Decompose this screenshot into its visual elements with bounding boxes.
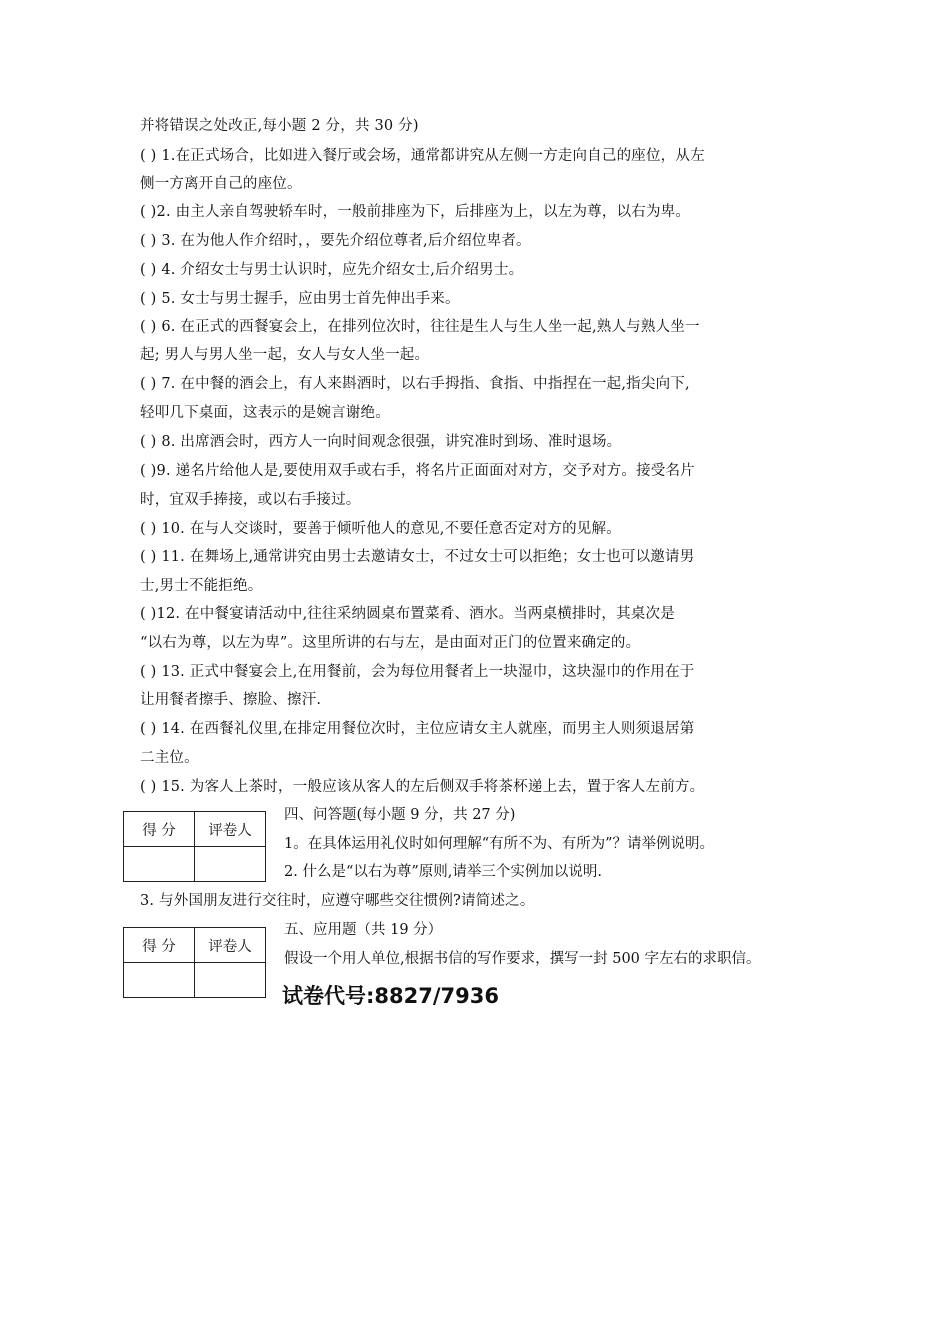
question-line: ( ) 7. 在中餐的酒会上，有人来斟酒时，以右手拇指、食指、中指捏在一起,指尖向下, <box>140 376 690 392</box>
question-line: ( ) 14. 在西餐礼仪里,在排定用餐位次时，主位应请女主人就座，而男主人则须退居第 <box>140 721 695 737</box>
question-line: 让用餐者擦手、擦脸、擦汗. <box>140 692 322 708</box>
section4-question-2: 2. 什么是“以右为尊”原则,请举三个实例加以说明. <box>284 864 602 880</box>
question-line: ( ) 11. 在舞场上,通常讲究由男士去邀请女士，不过女士可以拒绝；女士也可以邀请男 <box>140 549 695 565</box>
question-line: ( ) 4. 介绍女士与男士认识时，应先介绍女士,后介绍男士。 <box>140 262 524 278</box>
score-cell[interactable] <box>124 963 195 998</box>
question-line: ( )9. 递名片给他人是,要使用双手或右手，将名片正面面对对方，交予对方。接受名片 <box>140 463 695 479</box>
question-line: 轻叩几下桌面，这表示的是婉言谢绝。 <box>140 405 390 421</box>
question-line: 士,男士不能拒绝。 <box>140 578 263 594</box>
score-header: 得 分 <box>124 812 195 847</box>
question-line: ( ) 8. 出席酒会时，西方人一向时间观念很强，讲究准时到场、准时退场。 <box>140 434 622 450</box>
question-line: 时，宜双手捧接，或以右手接过。 <box>140 492 361 508</box>
question-line: 侧一方离开自己的座位。 <box>140 176 302 192</box>
section4-title: 四、问答题(每小题 9 分，共 27 分) <box>284 807 516 823</box>
grader-header: 评卷人 <box>195 928 266 963</box>
grader-cell[interactable] <box>195 963 266 998</box>
section4-score-table <box>123 811 266 882</box>
section5-title: 五、应用题（共 19 分） <box>284 922 443 938</box>
question-line: 起; 男人与男人坐一起，女人与女人坐一起。 <box>140 347 430 363</box>
score-cell[interactable] <box>124 847 195 882</box>
question-line: ( ) 6. 在正式的西餐宴会上，在排列位次时，往往是生人与生人坐一起,熟人与熟人坐一 <box>140 319 700 335</box>
grader-cell[interactable] <box>195 847 266 882</box>
score-header: 得 分 <box>124 928 195 963</box>
section3-instructions: 并将错误之处改正,每小题 2 分，共 30 分) <box>140 118 419 134</box>
paper-code: 试卷代号:8827/7936 <box>282 984 499 1008</box>
grader-header: 评卷人 <box>195 812 266 847</box>
section4-question-3: 3. 与外国朋友进行交往时，应遵守哪些交往惯例?请简述之。 <box>140 893 535 909</box>
section5-question-1: 假设一个用人单位,根据书信的写作要求，撰写一封 500 字左右的求职信。 <box>284 951 761 967</box>
question-line: ( ) 3. 在为他人作介绍时，，要先介绍位尊者,后介绍位卑者。 <box>140 233 531 249</box>
question-line: ( ) 13. 正式中餐宴会上,在用餐前，会为每位用餐者上一块湿巾，这块湿巾的作用在于 <box>140 664 695 680</box>
section4-question-1: 1。在具体运用礼仪时如何理解“有所不为、有所为”？请举例说明。 <box>284 836 715 852</box>
question-line: ( ) 15. 为客人上茶时，一般应该从客人的左后侧双手将茶杯递上去，置于客人左前方。 <box>140 779 705 795</box>
question-line: ( )2. 由主人亲自驾驶轿车时，一般前排座为下，后排座为上，以左为尊，以右为卑。 <box>140 204 691 220</box>
question-line: ( )12. 在中餐宴请活动中,往往采纳圆桌布置菜肴、酒水。当两桌横排时，其桌次是 <box>140 606 675 622</box>
question-line: ( ) 10. 在与人交谈时，要善于倾听他人的意见,不要任意否定对方的见解。 <box>140 521 621 537</box>
question-line: 二主位。 <box>140 750 199 766</box>
question-line: ( ) 1.在正式场合，比如进入餐厅或会场，通常都讲究从左侧一方走向自己的座位，从左 <box>140 148 705 164</box>
section5-score-table <box>123 927 266 998</box>
question-line: “以右为尊，以左为卑”。这里所讲的右与左，是由面对正门的位置来确定的。 <box>140 635 641 651</box>
question-line: ( ) 5. 女士与男士握手，应由男士首先伸出手来。 <box>140 291 460 307</box>
